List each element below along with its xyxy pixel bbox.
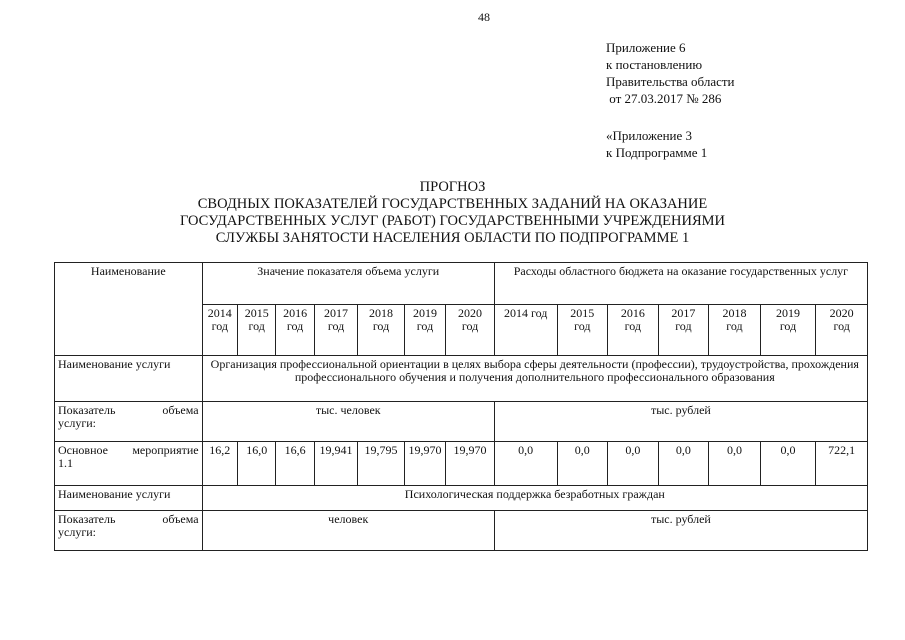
indicator-row-2 <box>55 510 868 550</box>
measure-label: Основное мероприятие 1.1 <box>55 441 203 485</box>
indicator-label: Показатель объема услуги: <box>55 401 203 441</box>
expense-year: 2019 год <box>760 305 816 356</box>
expense-year: 2020 год <box>816 305 868 356</box>
expense-cell: 0,0 <box>760 441 816 485</box>
volume-cell: 19,970 <box>446 441 495 485</box>
volume-year: 2014 год <box>202 305 237 356</box>
volume-year: 2020 год <box>446 305 495 356</box>
volume-year: 2019 год <box>404 305 445 356</box>
volume-cell: 19,970 <box>404 441 445 485</box>
expense-cell: 0,0 <box>658 441 709 485</box>
service-label: Наименование услуги <box>55 486 203 510</box>
service-value: Организация профессиональной ориентации в целях выбора сферы деятельности (профессии), трудоустройства, прохождения профессионального обучения и получения дополнительного профессионального образования <box>202 356 867 402</box>
expense-year: 2018 год <box>709 305 761 356</box>
expense-year: 2016 год <box>608 305 659 356</box>
indicator-row <box>55 401 868 441</box>
expense-year: 2014 год <box>494 305 557 356</box>
expense-cell: 0,0 <box>494 441 557 485</box>
volume-year: 2018 год <box>358 305 405 356</box>
expense-year: 2017 год <box>658 305 709 356</box>
volume-header: Значение показателя объема услуги <box>202 263 494 305</box>
volume-unit: тыс. человек <box>202 401 494 441</box>
service-value: Психологическая поддержка безработных граждан <box>202 486 867 510</box>
volume-cell: 16,6 <box>276 441 314 485</box>
expense-unit: тыс. рублей <box>494 401 867 441</box>
volume-cell: 16,2 <box>202 441 237 485</box>
appendix-line: Приложение 6 <box>606 40 686 55</box>
appendix-line: к Подпрограмме 1 <box>606 145 708 160</box>
volume-year: 2017 год <box>314 305 357 356</box>
appendix-block-2 <box>606 127 707 161</box>
expense-cell: 722,1 <box>816 441 868 485</box>
expense-cell: 0,0 <box>709 441 761 485</box>
volume-year: 2016 год <box>276 305 314 356</box>
appendix-line: к постановлению <box>606 57 703 72</box>
title-line: ПРОГНОЗ <box>419 179 486 195</box>
document-title <box>0 179 905 247</box>
expense-header: Расходы областного бюджета на оказание государственных услуг <box>494 263 867 305</box>
forecast-table <box>54 262 868 551</box>
measure-row <box>55 441 868 485</box>
volume-unit: человек <box>202 510 494 550</box>
expense-cell: 0,0 <box>557 441 608 485</box>
volume-cell: 19,941 <box>314 441 357 485</box>
volume-cell: 16,0 <box>237 441 275 485</box>
title-line: СЛУЖБЫ ЗАНЯТОСТИ НАСЕЛЕНИЯ ОБЛАСТИ ПО ПОДПРОГРАММЕ 1 <box>215 230 690 246</box>
appendix-line: «Приложение 3 <box>606 128 693 143</box>
appendix-block <box>606 39 735 107</box>
appendix-line: от 27.03.2017 № 286 <box>606 91 722 106</box>
title-line: СВОДНЫХ ПОКАЗАТЕЛЕЙ ГОСУДАРСТВЕННЫХ ЗАДАНИЙ НА ОКАЗАНИЕ <box>197 196 708 212</box>
expense-year: 2015 год <box>557 305 608 356</box>
title-line: ГОСУДАРСТВЕННЫХ УСЛУГ (РАБОТ) ГОСУДАРСТВЕННЫМИ УЧРЕЖДЕНИЯМИ <box>179 213 726 229</box>
service-row <box>55 356 868 402</box>
expense-cell: 0,0 <box>608 441 659 485</box>
indicator-label: Показатель объема услуги: <box>55 510 203 550</box>
volume-year: 2015 год <box>237 305 275 356</box>
volume-cell: 19,795 <box>358 441 405 485</box>
expense-unit: тыс. рублей <box>494 510 867 550</box>
appendix-line: Правительства области <box>606 74 735 89</box>
name-header: Наименование <box>55 263 203 356</box>
service-label: Наименование услуги <box>55 356 203 402</box>
service-row-2 <box>55 486 868 510</box>
page-number: 48 <box>478 10 490 24</box>
